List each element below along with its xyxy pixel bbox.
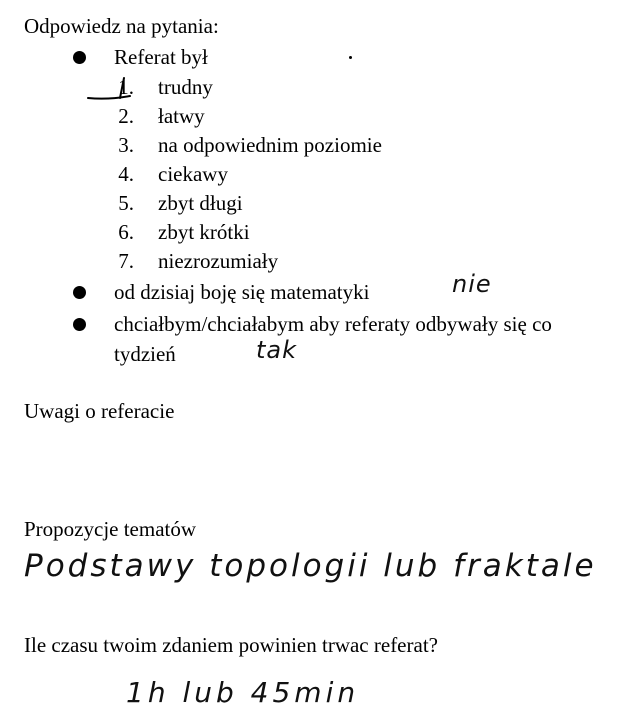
duration-answer: 1h lub 45min xyxy=(126,676,360,709)
option-number: 3. xyxy=(118,133,134,157)
bullet-q2 xyxy=(73,286,86,299)
option-label: zbyt długi xyxy=(158,191,243,215)
question-3-line1: chciałbym/chciałabym aby referaty odbywały się co xyxy=(114,312,552,336)
option-number: 6. xyxy=(118,220,134,244)
answer-q3: tak xyxy=(256,336,298,364)
question-1: Referat był xyxy=(114,45,208,69)
option-label: niezrozumiały xyxy=(158,249,279,273)
option-label: ciekawy xyxy=(158,162,228,186)
option-label: na odpowiednim poziomie xyxy=(158,133,382,157)
option-number: 5. xyxy=(118,191,134,215)
topics-label: Propozycje tematów xyxy=(24,517,197,541)
question-2: od dzisiaj boję się matematyki xyxy=(114,280,370,304)
bullet-q3 xyxy=(73,318,86,331)
bullet-q1 xyxy=(73,51,86,64)
remarks-label: Uwagi o referacie xyxy=(24,399,175,423)
option-label: zbyt krótki xyxy=(158,220,250,244)
option-number: 2. xyxy=(118,104,134,128)
option-number: 1. xyxy=(118,75,134,99)
selection-mark xyxy=(86,74,136,104)
remarks-answer-area xyxy=(24,430,604,510)
question-3-line2: tydzień xyxy=(114,342,176,366)
duration-label: Ile czasu twoim zdaniem powinien trwac referat? xyxy=(24,633,438,657)
option-label: trudny xyxy=(158,75,213,99)
option-label: łatwy xyxy=(158,104,205,128)
form-heading: Odpowiedz na pytania: xyxy=(24,14,219,38)
option-number: 4. xyxy=(118,162,134,186)
ink-dot xyxy=(349,56,352,59)
topics-answer: Podstawy topologii lub fraktale xyxy=(24,548,597,584)
option-number: 7. xyxy=(118,249,134,273)
answer-q2: nie xyxy=(452,270,492,298)
